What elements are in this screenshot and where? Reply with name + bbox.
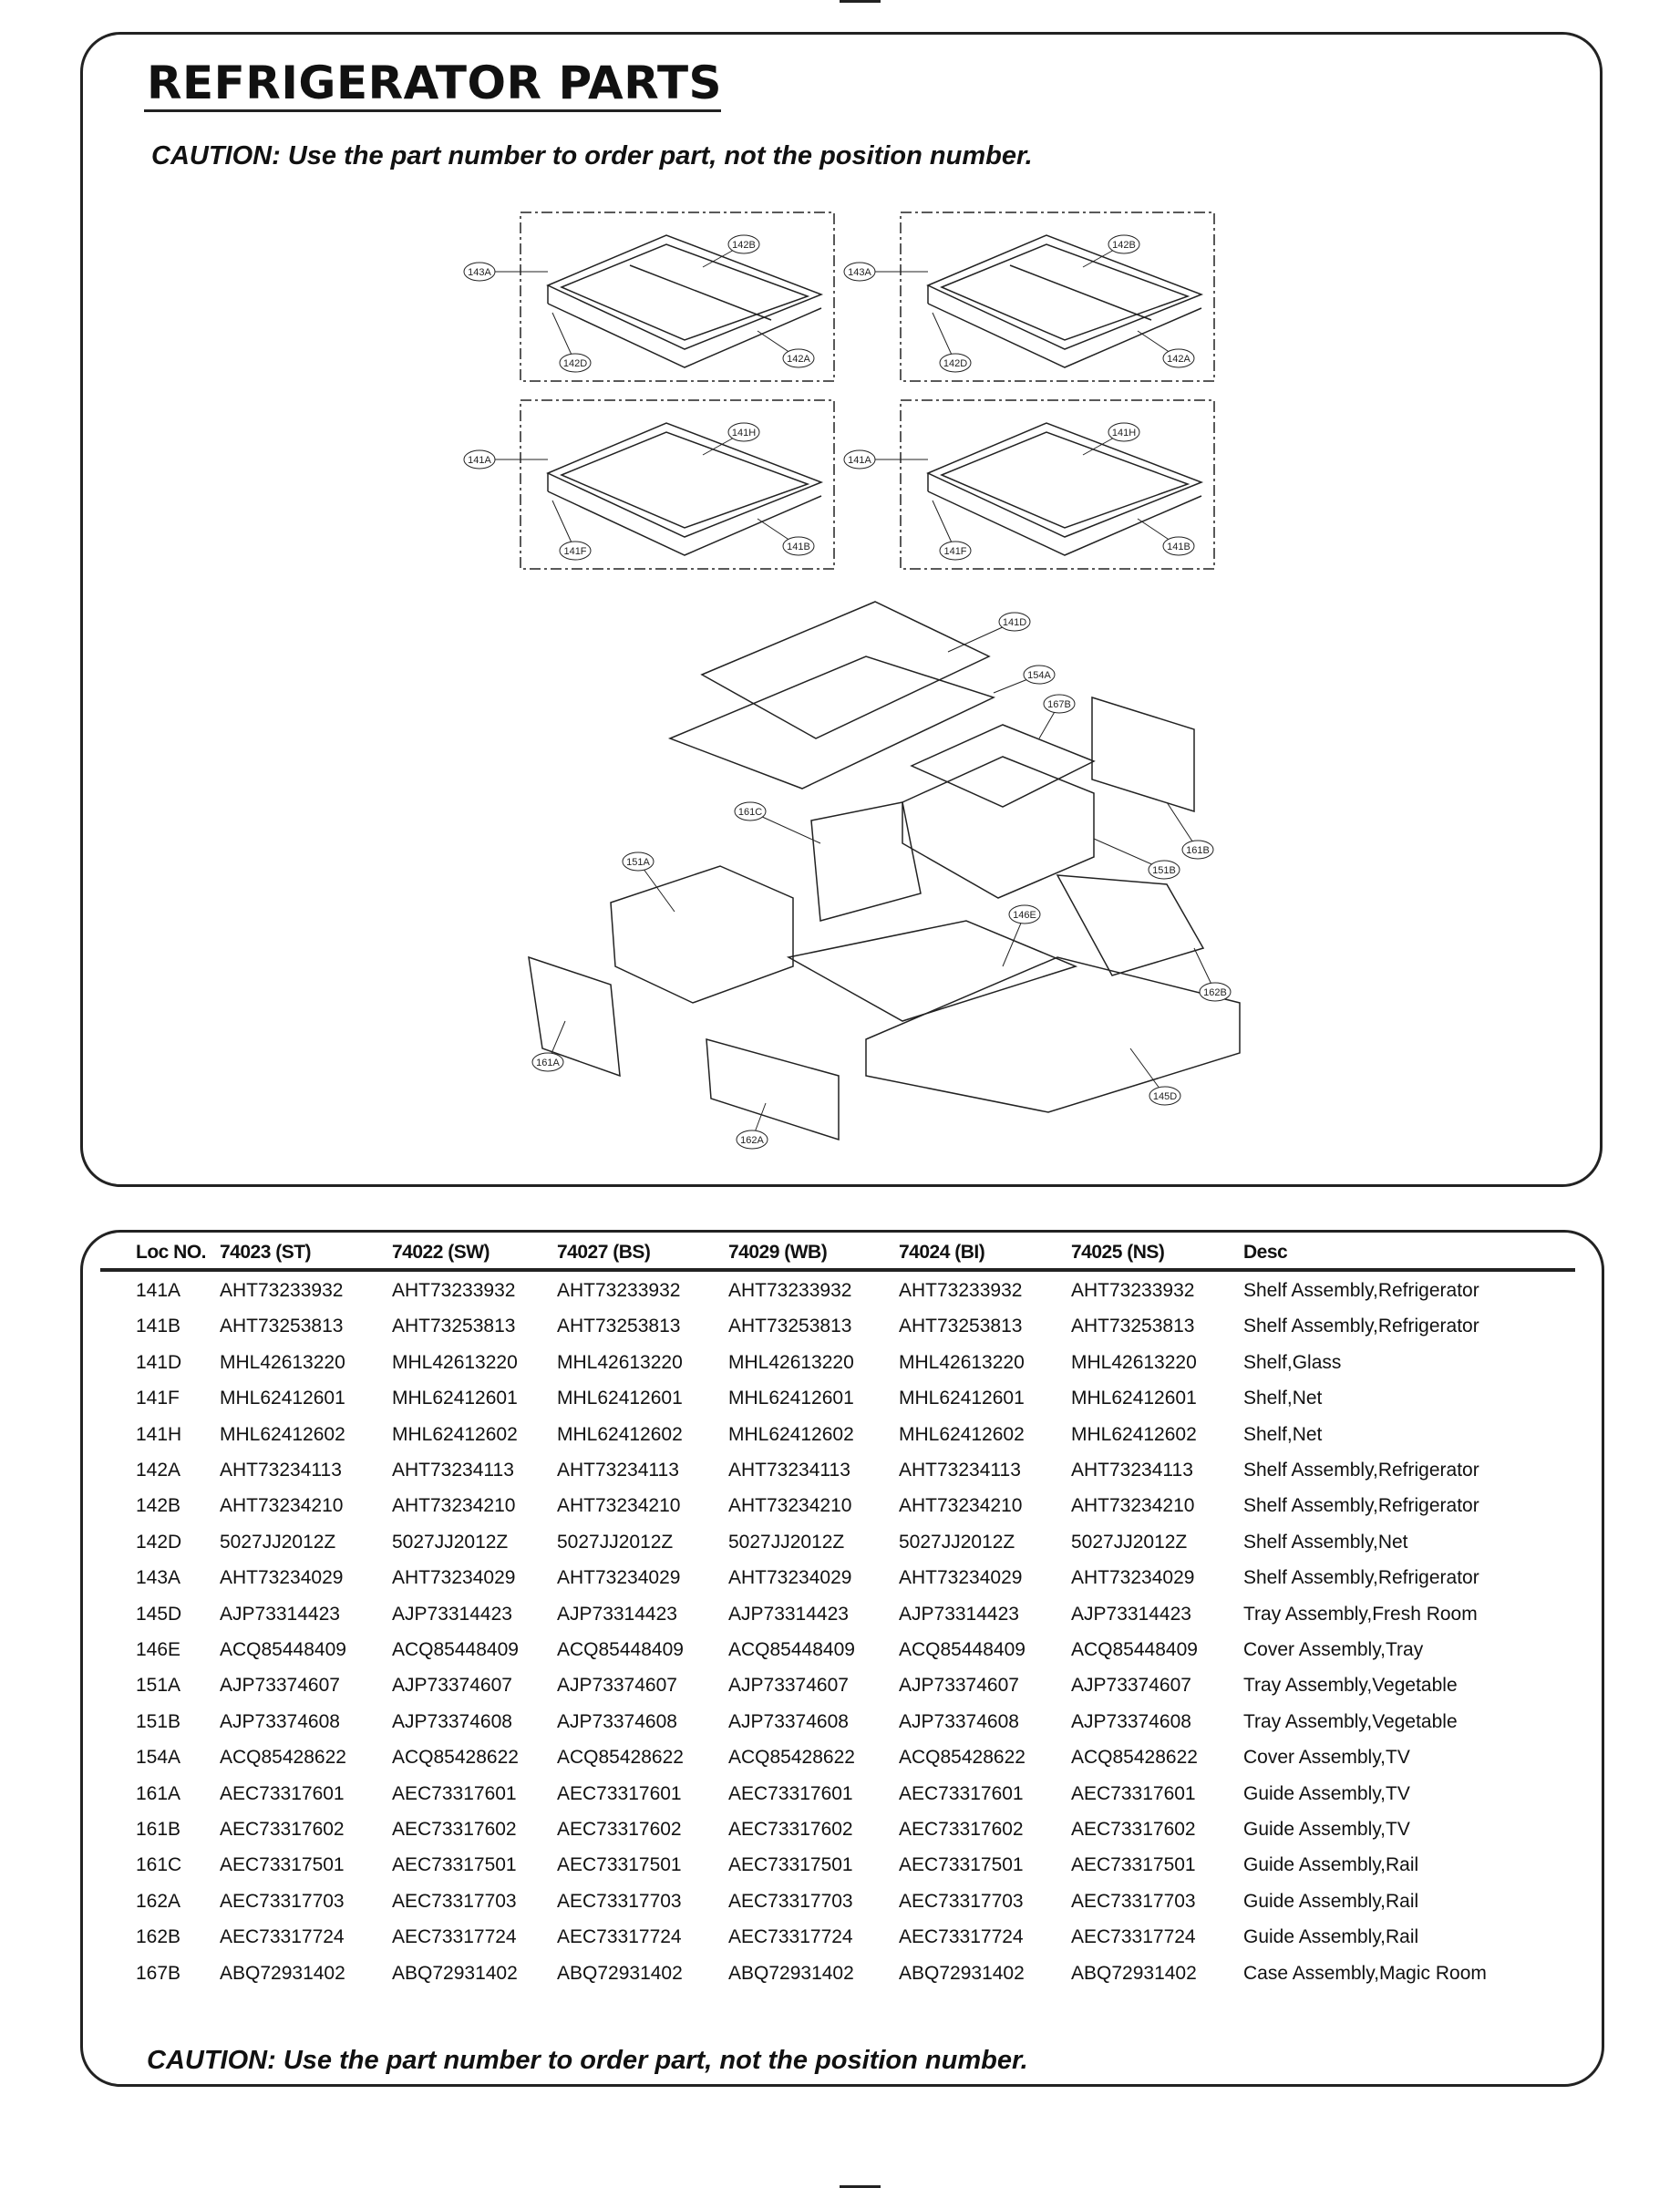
loc-no-cell: 162A: [136, 1890, 181, 1912]
loc-no-cell: 142D: [136, 1531, 182, 1553]
loc-no-cell: 142A: [136, 1460, 181, 1481]
header-rule: [100, 1268, 1575, 1272]
part-number-cell: AEC73317601: [899, 1782, 1024, 1804]
part-number-cell: AJP73374607: [392, 1675, 512, 1697]
desc-cell: Shelf Assembly,Net: [1243, 1531, 1408, 1553]
part-number-cell: ACQ85428622: [220, 1747, 346, 1769]
desc-cell: Tray Assembly,Vegetable: [1243, 1675, 1458, 1697]
column-header: Loc NO.: [136, 1242, 207, 1263]
callout-label: 141F: [563, 546, 587, 557]
callout-label: 141H: [731, 428, 757, 439]
desc-cell: Tray Assembly,Vegetable: [1243, 1710, 1458, 1732]
part-number-cell: AHT73234210: [899, 1495, 1023, 1517]
part-number-cell: AEC73317501: [557, 1854, 682, 1876]
callout-label: 151A: [626, 857, 650, 868]
part-number-cell: AJP73314423: [557, 1603, 677, 1625]
callout-label: 142A: [787, 354, 810, 365]
part-number-cell: AEC73317602: [728, 1819, 853, 1840]
part-number-cell: AJP73314423: [220, 1603, 340, 1625]
part-number-cell: MHL62412601: [1071, 1388, 1197, 1409]
column-header: 74025 (NS): [1071, 1242, 1165, 1263]
callout-label: 161B: [1186, 845, 1210, 856]
part-number-cell: AHT73253813: [899, 1316, 1023, 1337]
table-row: [0, 1316, 1680, 1343]
part-number-cell: 5027JJ2012Z: [557, 1531, 674, 1553]
callout-label: 151B: [1152, 865, 1176, 876]
part-number-cell: ACQ85448409: [1071, 1639, 1198, 1660]
part-number-cell: AJP73374608: [220, 1710, 340, 1732]
part-number-cell: AEC73317724: [728, 1926, 853, 1948]
desc-cell: Guide Assembly,Rail: [1243, 1890, 1419, 1912]
part-number-cell: AHT73234113: [557, 1460, 679, 1481]
exploded-parts-diagram: [438, 201, 1258, 1167]
desc-cell: Cover Assembly,TV: [1243, 1747, 1410, 1769]
magic-room-lid: [912, 725, 1094, 807]
part-number-cell: ACQ85448409: [392, 1639, 519, 1660]
part-number-cell: AJP73374607: [220, 1675, 340, 1697]
cover-tv: [670, 656, 994, 789]
part-number-cell: AEC73317703: [220, 1890, 345, 1912]
part-number-cell: AHT73233932: [220, 1280, 344, 1301]
callout-label: 141D: [1002, 617, 1027, 628]
part-number-cell: AEC73317602: [220, 1819, 345, 1840]
desc-cell: Shelf Assembly,Refrigerator: [1243, 1316, 1479, 1337]
part-number-cell: AHT73234029: [557, 1567, 681, 1589]
part-number-cell: ABQ72931402: [220, 1962, 345, 1984]
callout-label: 161A: [536, 1058, 560, 1068]
column-header: 74029 (WB): [728, 1242, 828, 1263]
callout-label: 142B: [1112, 240, 1136, 251]
desc-cell: Guide Assembly,TV: [1243, 1819, 1410, 1840]
part-number-cell: AEC73317501: [728, 1854, 853, 1876]
part-number-cell: ABQ72931402: [1071, 1962, 1197, 1984]
part-number-cell: AHT73233932: [899, 1280, 1023, 1301]
callout-label: 142A: [1167, 354, 1190, 365]
table-row: [0, 1567, 1680, 1595]
part-number-cell: ACQ85448409: [728, 1639, 855, 1660]
part-number-cell: AEC73317703: [899, 1890, 1024, 1912]
part-number-cell: ABQ72931402: [728, 1962, 854, 1984]
part-number-cell: MHL62412602: [899, 1423, 1025, 1445]
part-number-cell: AHT73234210: [220, 1495, 344, 1517]
table-row: [0, 1891, 1680, 1918]
table-row: [0, 1819, 1680, 1846]
loc-no-cell: 141B: [136, 1316, 181, 1337]
part-number-cell: ACQ85448409: [899, 1639, 1026, 1660]
table-row: [0, 1280, 1680, 1307]
shelf-frame: [928, 491, 1201, 555]
part-number-cell: AHT73234029: [899, 1567, 1023, 1589]
part-number-cell: AEC73317501: [392, 1854, 517, 1876]
part-number-cell: AHT73234113: [392, 1460, 514, 1481]
part-number-cell: AHT73253813: [392, 1316, 516, 1337]
column-header: 74022 (SW): [392, 1242, 490, 1263]
part-number-cell: AEC73317703: [392, 1890, 517, 1912]
table-row: [0, 1783, 1680, 1811]
part-number-cell: AHT73234210: [392, 1495, 516, 1517]
desc-cell: Shelf,Net: [1243, 1423, 1323, 1445]
part-number-cell: AJP73314423: [1071, 1603, 1191, 1625]
part-number-cell: MHL62412602: [392, 1423, 518, 1445]
part-number-cell: AEC73317724: [1071, 1926, 1196, 1948]
part-number-cell: 5027JJ2012Z: [220, 1531, 336, 1553]
magic-room-case: [902, 757, 1094, 898]
part-number-cell: 5027JJ2012Z: [392, 1531, 509, 1553]
part-number-cell: MHL42613220: [899, 1351, 1025, 1373]
part-number-cell: 5027JJ2012Z: [728, 1531, 845, 1553]
part-number-cell: MHL42613220: [1071, 1351, 1197, 1373]
shelf-outline: [548, 423, 821, 537]
loc-no-cell: 141A: [136, 1280, 181, 1301]
part-number-cell: MHL62412601: [728, 1388, 854, 1409]
desc-cell: Tray Assembly,Fresh Room: [1243, 1603, 1478, 1625]
part-number-cell: AHT73234029: [220, 1567, 344, 1589]
part-number-cell: AJP73374608: [899, 1710, 1019, 1732]
guide-rail-left: [706, 1039, 839, 1140]
callout-label: 161C: [737, 807, 763, 818]
part-number-cell: AEC73317602: [1071, 1819, 1196, 1840]
part-number-cell: ACQ85428622: [728, 1747, 855, 1769]
part-number-cell: AHT73234113: [220, 1460, 342, 1481]
part-number-cell: AJP73374608: [392, 1710, 512, 1732]
shelf-glass: [562, 244, 808, 340]
part-number-cell: ACQ85448409: [220, 1639, 346, 1660]
callout-label: 143A: [468, 267, 491, 278]
column-header: 74024 (BI): [899, 1242, 985, 1263]
callout-label: 141F: [943, 546, 967, 557]
callout-label: 162B: [1203, 987, 1227, 998]
desc-cell: Shelf Assembly,Refrigerator: [1243, 1567, 1479, 1589]
part-number-cell: MHL42613220: [728, 1351, 854, 1373]
part-number-cell: AJP73374608: [1071, 1710, 1191, 1732]
desc-cell: Shelf,Net: [1243, 1388, 1323, 1409]
shelf-divider: [1010, 265, 1151, 320]
loc-no-cell: 141D: [136, 1351, 182, 1373]
part-number-cell: MHL62412602: [557, 1423, 683, 1445]
part-number-cell: AEC73317703: [728, 1890, 853, 1912]
part-number-cell: AHT73234210: [1071, 1495, 1195, 1517]
part-number-cell: AEC73317601: [392, 1782, 517, 1804]
part-number-cell: MHL62412602: [728, 1423, 854, 1445]
loc-no-cell: 142B: [136, 1495, 181, 1517]
vegetable-tray: [611, 866, 793, 1003]
desc-cell: Guide Assembly,Rail: [1243, 1854, 1419, 1876]
part-number-cell: AJP73374607: [557, 1675, 677, 1697]
loc-no-cell: 154A: [136, 1747, 181, 1769]
part-number-cell: AJP73374607: [899, 1675, 1019, 1697]
shelf-frame: [548, 304, 821, 367]
table-row: [0, 1675, 1680, 1702]
part-number-cell: 5027JJ2012Z: [1071, 1531, 1188, 1553]
table-header: [0, 1242, 1680, 1269]
loc-no-cell: 167B: [136, 1962, 181, 1984]
part-number-cell: AEC73317601: [220, 1782, 345, 1804]
part-number-cell: AHT73234113: [899, 1460, 1021, 1481]
part-number-cell: MHL42613220: [220, 1351, 345, 1373]
callout-label: 141B: [1167, 542, 1190, 552]
callout-label: 141A: [468, 455, 491, 466]
loc-no-cell: 151B: [136, 1710, 181, 1732]
part-number-cell: AHT73253813: [557, 1316, 681, 1337]
table-row: [0, 1352, 1680, 1379]
guide-rail-center: [811, 802, 921, 921]
guide-tv-right: [1092, 697, 1194, 811]
table-row: [0, 1604, 1680, 1631]
callout-label: 141H: [1111, 428, 1137, 439]
caution-top: CAUTION: Use the part number to order part, not the position number.: [151, 141, 1033, 170]
part-number-cell: AHT73234029: [392, 1567, 516, 1589]
loc-no-cell: 162B: [136, 1926, 181, 1948]
callout-label: 145D: [1152, 1091, 1178, 1102]
part-number-cell: AHT73234029: [728, 1567, 852, 1589]
callout-label: 142D: [943, 358, 968, 369]
part-number-cell: MHL42613220: [392, 1351, 518, 1373]
column-header: Desc: [1243, 1242, 1288, 1263]
table-row: [0, 1532, 1680, 1559]
callout-label: 141A: [848, 455, 871, 466]
part-number-cell: AEC73317703: [1071, 1890, 1196, 1912]
shelf-frame: [928, 304, 1201, 367]
desc-cell: Shelf,Glass: [1243, 1351, 1342, 1373]
part-number-cell: AEC73317724: [899, 1926, 1024, 1948]
part-number-cell: AEC73317602: [392, 1819, 517, 1840]
part-number-cell: AJP73374607: [728, 1675, 849, 1697]
shelf-outline: [928, 235, 1201, 349]
part-number-cell: AHT73233932: [1071, 1280, 1195, 1301]
table-row: [0, 1495, 1680, 1522]
loc-no-cell: 161A: [136, 1782, 181, 1804]
desc-cell: Shelf Assembly,Refrigerator: [1243, 1460, 1479, 1481]
loc-no-cell: 161C: [136, 1854, 182, 1876]
part-number-cell: ACQ85428622: [392, 1747, 519, 1769]
part-number-cell: AJP73374608: [557, 1710, 677, 1732]
part-number-cell: AHT73253813: [1071, 1316, 1195, 1337]
part-number-cell: AJP73374607: [1071, 1675, 1191, 1697]
part-number-cell: MHL62412602: [220, 1423, 345, 1445]
part-number-cell: ACQ85448409: [557, 1639, 684, 1660]
desc-cell: Guide Assembly,TV: [1243, 1782, 1410, 1804]
column-header: 74027 (BS): [557, 1242, 651, 1263]
part-number-cell: AEC73317501: [899, 1854, 1024, 1876]
part-number-cell: AEC73317724: [557, 1926, 682, 1948]
part-number-cell: AEC73317501: [220, 1854, 345, 1876]
part-number-cell: AHT73233932: [557, 1280, 681, 1301]
shelf-outline: [928, 423, 1201, 537]
table-row: [0, 1963, 1680, 1990]
part-number-cell: AHT73233932: [728, 1280, 852, 1301]
loc-no-cell: 146E: [136, 1639, 181, 1660]
desc-cell: Cover Assembly,Tray: [1243, 1639, 1424, 1660]
part-number-cell: AHT73234210: [728, 1495, 852, 1517]
part-number-cell: AEC73317601: [1071, 1782, 1196, 1804]
guide-rail-right: [1057, 875, 1203, 975]
part-number-cell: ABQ72931402: [899, 1962, 1025, 1984]
desc-cell: Shelf Assembly,Refrigerator: [1243, 1280, 1479, 1301]
desc-cell: Shelf Assembly,Refrigerator: [1243, 1495, 1479, 1517]
part-number-cell: AJP73314423: [392, 1603, 512, 1625]
part-number-cell: AEC73317601: [728, 1782, 853, 1804]
part-number-cell: MHL62412601: [557, 1388, 683, 1409]
shelf-glass: [562, 432, 808, 528]
part-number-cell: MHL62412602: [1071, 1423, 1197, 1445]
loc-no-cell: 141F: [136, 1388, 180, 1409]
part-number-cell: AEC73317602: [899, 1819, 1024, 1840]
callout-label: 141B: [787, 542, 810, 552]
part-number-cell: AHT73234210: [557, 1495, 681, 1517]
table-row: [0, 1639, 1680, 1667]
fresh-room-tray: [866, 957, 1240, 1112]
part-number-cell: AEC73317601: [557, 1782, 682, 1804]
column-header: 74023 (ST): [220, 1242, 312, 1263]
part-number-cell: AHT73253813: [728, 1316, 852, 1337]
part-number-cell: AJP73314423: [899, 1603, 1019, 1625]
part-number-cell: AHT73253813: [220, 1316, 344, 1337]
callout-label: 154A: [1027, 670, 1051, 681]
callout-label: 143A: [848, 267, 871, 278]
callout-label: 162A: [740, 1135, 764, 1146]
part-number-cell: MHL62412601: [899, 1388, 1025, 1409]
loc-no-cell: 161B: [136, 1819, 181, 1840]
part-number-cell: ACQ85428622: [1071, 1747, 1198, 1769]
part-number-cell: AEC73317602: [557, 1819, 682, 1840]
part-number-cell: MHL62412601: [392, 1388, 518, 1409]
part-number-cell: AHT73234029: [1071, 1567, 1195, 1589]
title-underline: [144, 109, 721, 112]
part-number-cell: AHT73234113: [1071, 1460, 1193, 1481]
part-number-cell: AEC73317703: [557, 1890, 682, 1912]
caution-bottom: CAUTION: Use the part number to order part, not the position number.: [147, 2046, 1028, 2075]
table-row: [0, 1388, 1680, 1415]
shelf-outline: [548, 235, 821, 349]
callout-label: 142D: [562, 358, 588, 369]
part-number-cell: AHT73234113: [728, 1460, 850, 1481]
part-number-cell: AEC73317724: [392, 1926, 517, 1948]
table-row: [0, 1460, 1680, 1487]
table-row: [0, 1926, 1680, 1954]
part-number-cell: 5027JJ2012Z: [899, 1531, 1015, 1553]
page-mark-top: [840, 0, 881, 3]
loc-no-cell: 143A: [136, 1567, 181, 1589]
part-number-cell: ABQ72931402: [392, 1962, 518, 1984]
part-number-cell: AHT73233932: [392, 1280, 516, 1301]
page-title: REFRIGERATOR PARTS: [147, 57, 723, 109]
desc-cell: Case Assembly,Magic Room: [1243, 1962, 1487, 1984]
loc-no-cell: 141H: [136, 1423, 182, 1445]
callout-label: 167B: [1047, 699, 1071, 710]
callout-label: 146E: [1013, 910, 1036, 921]
part-number-cell: ACQ85428622: [557, 1747, 684, 1769]
loc-no-cell: 145D: [136, 1603, 182, 1625]
shelf-divider: [630, 265, 771, 320]
table-row: [0, 1424, 1680, 1451]
shelf-glass: [942, 244, 1188, 340]
table-row: [0, 1854, 1680, 1882]
tray-cover: [788, 921, 1076, 1021]
part-number-cell: ABQ72931402: [557, 1962, 683, 1984]
part-number-cell: MHL42613220: [557, 1351, 683, 1373]
loc-no-cell: 151A: [136, 1675, 181, 1697]
part-number-cell: AEC73317724: [220, 1926, 345, 1948]
glass-shelf: [702, 602, 989, 738]
callout-label: 142B: [732, 240, 756, 251]
part-number-cell: MHL62412601: [220, 1388, 345, 1409]
table-row: [0, 1711, 1680, 1739]
part-number-cell: AEC73317501: [1071, 1854, 1196, 1876]
desc-cell: Guide Assembly,Rail: [1243, 1926, 1419, 1948]
part-number-cell: AJP73374608: [728, 1710, 849, 1732]
table-row: [0, 1747, 1680, 1774]
shelf-glass: [942, 432, 1188, 528]
shelf-frame: [548, 491, 821, 555]
part-number-cell: ACQ85428622: [899, 1747, 1026, 1769]
part-number-cell: AJP73314423: [728, 1603, 849, 1625]
